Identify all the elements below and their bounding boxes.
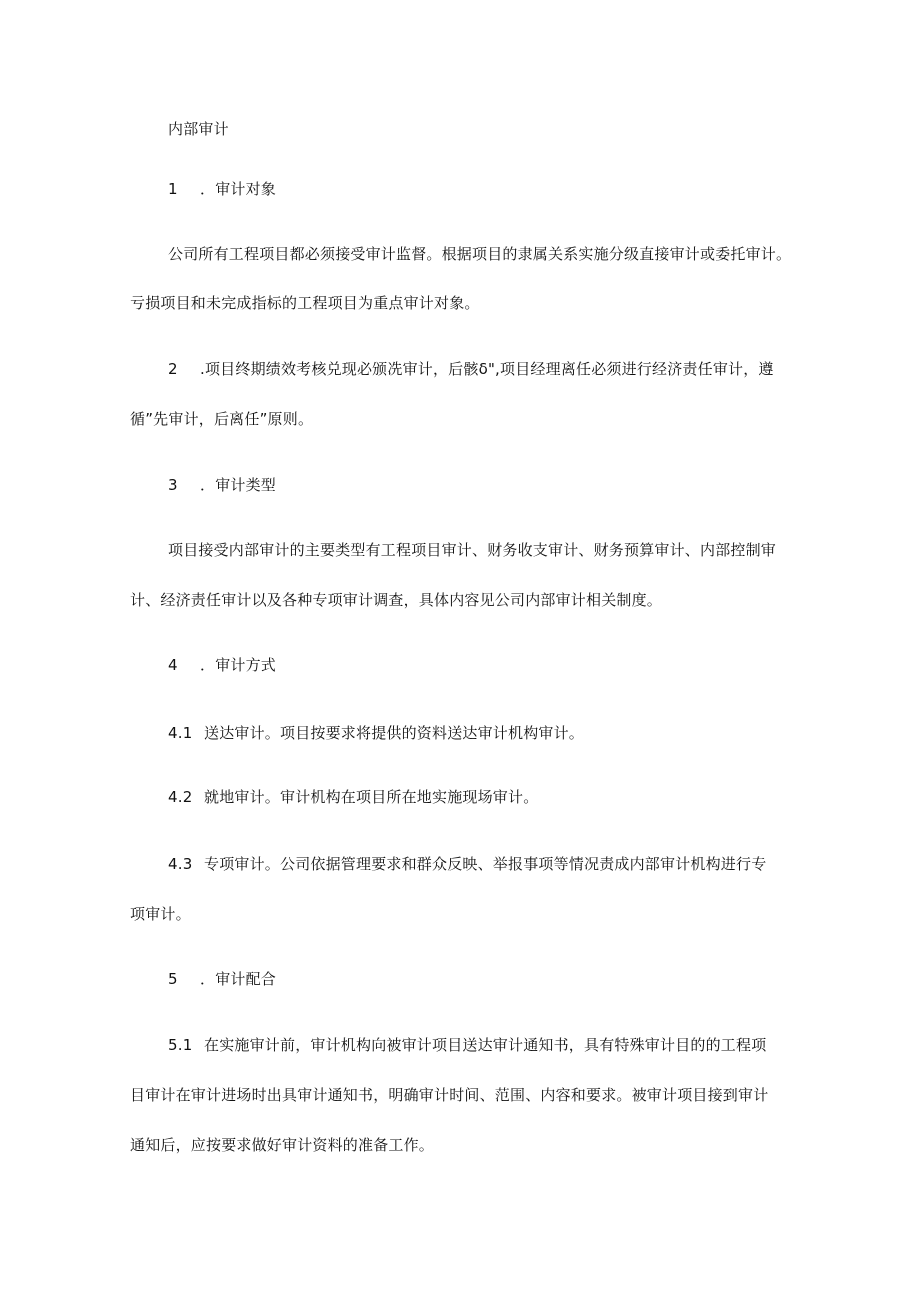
section-5-item-1-line-1 — [168, 1034, 833, 1056]
section-text: .项目终期绩效考核兑现必颁冼审计，后骸δ",项目经理离任必须进行经济责任审计，遵 — [200, 360, 774, 378]
section-title: ．审计类型 — [200, 476, 277, 494]
section-5-item-1-line-3: 通知后，应按要求做好审计资料的准备工作。 — [130, 1136, 435, 1154]
section-title: ．审计配合 — [200, 970, 277, 988]
section-2-line-1 — [168, 358, 833, 380]
section-number: 2 — [168, 360, 178, 378]
section-1-heading — [168, 178, 833, 200]
section-3-paragraph-line-2: 计、经济责任审计以及各种专项审计调查，具体内容见公司内部审计相关制度。 — [130, 591, 663, 609]
section-5-heading — [168, 968, 833, 990]
section-number: 5 — [168, 970, 178, 988]
section-number: 1 — [168, 180, 178, 198]
section-1-paragraph-line-2: 亏损项目和未完成指标的工程项目为重点审计对象。 — [130, 294, 480, 312]
document-title: 内部审计 — [168, 120, 229, 138]
section-number: 3 — [168, 476, 178, 494]
section-4-item-1 — [168, 722, 833, 744]
section-4-heading — [168, 654, 833, 676]
item-text: 就地审计。审计机构在项目所在地实施现场审计。 — [204, 788, 539, 806]
item-text: 专项审计。公司依据管理要求和群众反映、举报事项等情况责成内部审计机构进行专 — [204, 855, 767, 873]
section-4-item-2 — [168, 786, 833, 808]
item-text: 送达审计。项目按要求将提供的资料送达审计机构审计。 — [204, 724, 585, 742]
item-number: 4.3 — [168, 855, 193, 873]
section-title: ．审计方式 — [200, 656, 277, 674]
item-number: 5.1 — [168, 1036, 193, 1054]
item-number: 4.1 — [168, 724, 193, 742]
section-2-line-2: 循”先审计，后离任”原则。 — [130, 410, 314, 428]
section-4-item-3-continuation: 项审计。 — [130, 905, 191, 923]
section-3-paragraph-line-1: 项目接受内部审计的主要类型有工程项目审计、财务收支审计、财务预算审计、内部控制审 — [168, 541, 777, 559]
section-4-item-3 — [168, 853, 833, 875]
section-title: ．审计对象 — [200, 180, 277, 198]
section-number: 4 — [168, 656, 178, 674]
item-number: 4.2 — [168, 788, 193, 806]
section-1-paragraph-line-1: 公司所有工程项目都必须接受审计监督。根据项目的隶属关系实施分级直接审计或委托审计。 — [168, 245, 792, 263]
section-5-item-1-line-2: 目审计在审计进场时出具审计通知书，明确审计时间、范围、内容和要求。被审计项目接到审计 — [130, 1086, 769, 1104]
section-3-heading — [168, 474, 833, 496]
item-text: 在实施审计前，审计机构向被审计项目送达审计通知书，具有特殊审计目的的工程项 — [204, 1036, 767, 1054]
